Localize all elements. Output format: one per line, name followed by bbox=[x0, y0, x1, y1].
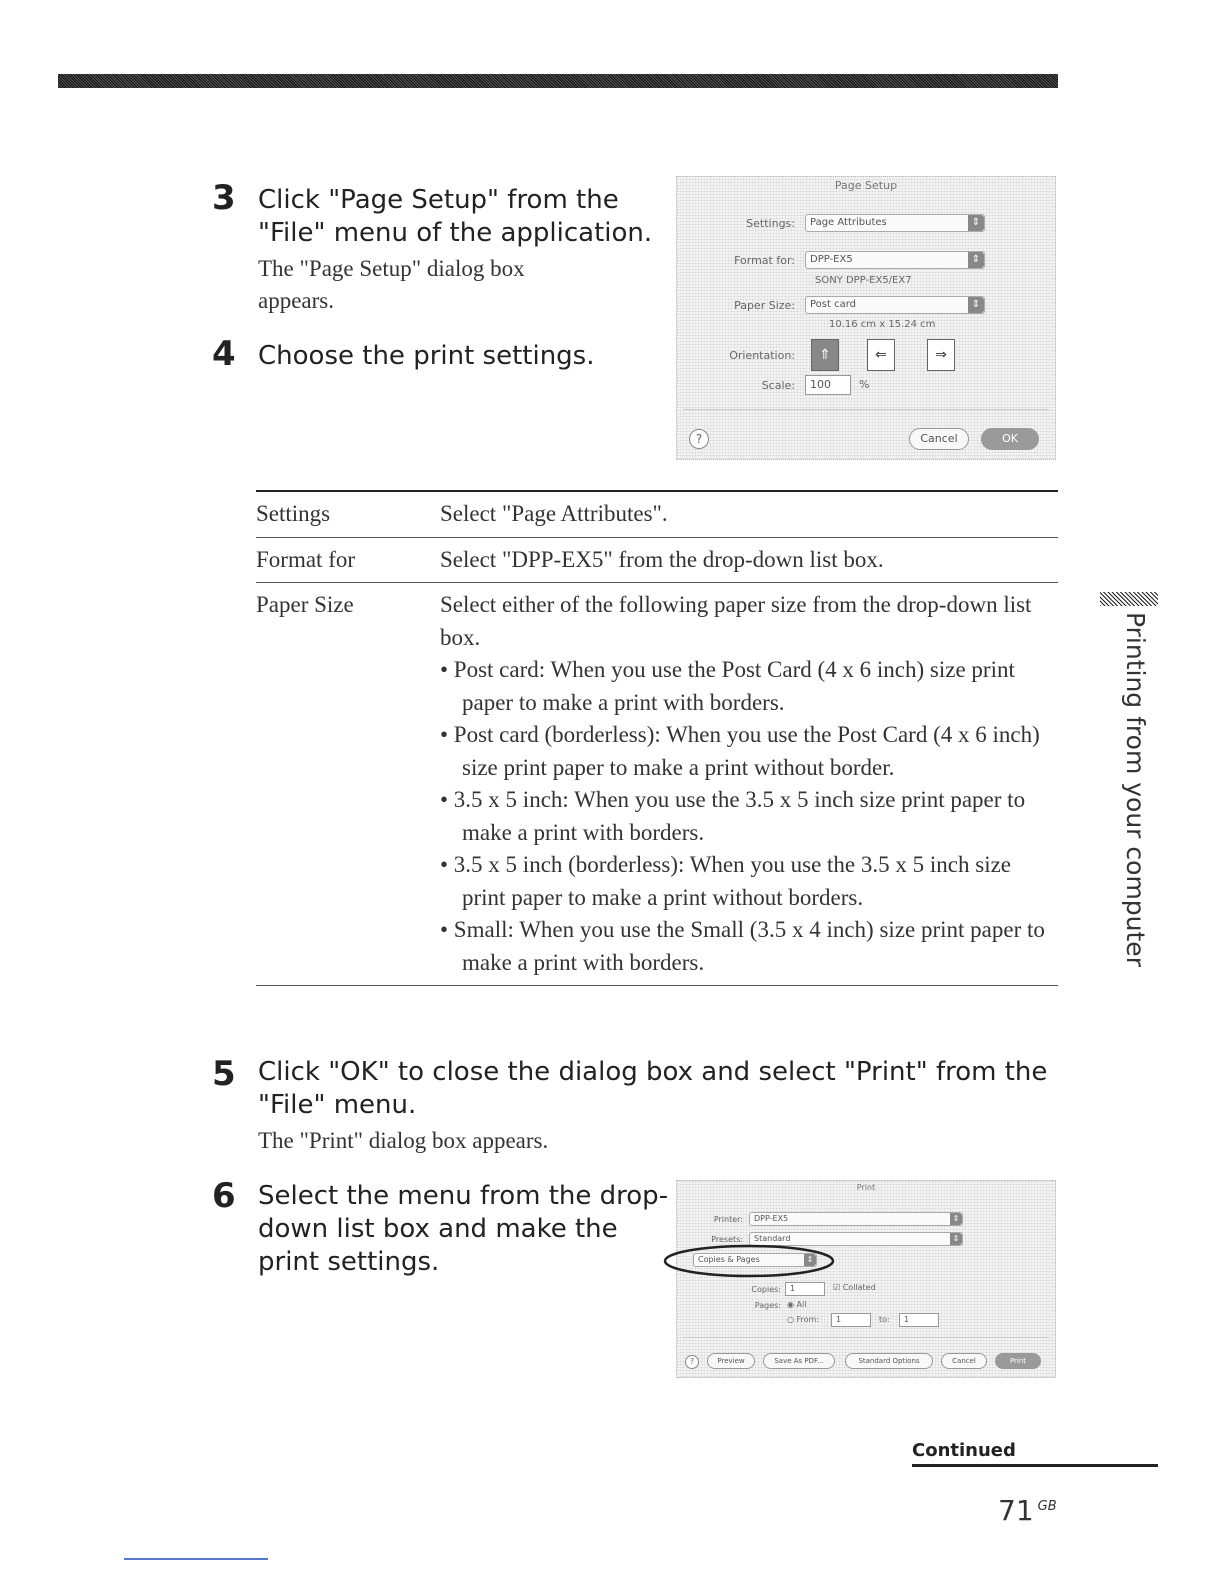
page-suffix: GB bbox=[1037, 1498, 1057, 1514]
top-decorative-bar bbox=[58, 74, 1058, 88]
paper-size-intro: Select either of the following paper size from the drop-down list box. bbox=[440, 592, 1032, 650]
presets-label: Presets: bbox=[711, 1235, 743, 1244]
format-for-label: Format for: bbox=[734, 254, 795, 267]
page-setup-dialog-title: Page Setup bbox=[834, 179, 898, 192]
table-cell-description: Select "DPP-EX5" from the drop-down list box. bbox=[440, 546, 884, 572]
step-6-number: 6 bbox=[212, 1176, 236, 1216]
help-icon[interactable]: ? bbox=[689, 429, 709, 449]
chevron-down-icon: ⇕ bbox=[950, 1213, 962, 1225]
list-item: • 3.5 x 5 inch: When you use the 3.5 x 5 inch size print paper to make a print with borders. bbox=[440, 787, 1026, 845]
chevron-down-icon: ⇕ bbox=[968, 215, 984, 231]
copies-input[interactable]: 1 bbox=[785, 1282, 825, 1296]
orientation-label: Orientation: bbox=[729, 349, 795, 362]
page-number-value: 71 bbox=[998, 1494, 1034, 1527]
step-6-title: Select the menu from the drop- down list box and make the print settings. bbox=[258, 1181, 669, 1277]
table-cell-setting: Settings bbox=[256, 501, 331, 526]
collated-label: Collated bbox=[842, 1283, 876, 1292]
list-item: • Post card: When you use the Post Card (4 x 6 inch) size print paper to make a print with borders. bbox=[440, 657, 1015, 715]
page-number bbox=[998, 1494, 1057, 1527]
paper-size-label: Paper Size: bbox=[734, 299, 795, 312]
pages-all-radio[interactable]: ◉ All bbox=[787, 1300, 807, 1309]
chevron-down-icon: ⇕ bbox=[968, 252, 984, 268]
orientation-landscape-button[interactable]: ⇐ bbox=[867, 339, 895, 371]
step-4-number: 4 bbox=[212, 334, 236, 374]
dialog-divider bbox=[683, 1337, 1049, 1338]
menu-select-value: Copies & Pages bbox=[698, 1255, 760, 1264]
chevron-down-icon: ⇕ bbox=[804, 1254, 816, 1266]
settings-select-value: Page Attributes bbox=[810, 217, 887, 228]
format-for-subtext: SONY DPP-EX5/EX7 bbox=[815, 275, 912, 286]
side-tab-marker bbox=[1100, 592, 1158, 606]
step-5-title: Click "OK" to close the dialog box and select "Print" from the "File" menu. bbox=[258, 1057, 1048, 1120]
cancel-button[interactable]: Cancel bbox=[909, 428, 969, 450]
step-3-title: Click "Page Setup" from the "File" menu of the application. bbox=[258, 185, 653, 248]
scale-unit: % bbox=[859, 378, 870, 391]
cancel-button[interactable]: Cancel bbox=[941, 1353, 987, 1369]
page-setup-dialog bbox=[676, 176, 1056, 460]
table-row bbox=[256, 490, 1058, 537]
print-dialog-title: Print bbox=[856, 1183, 876, 1192]
dialog-divider bbox=[683, 409, 1049, 410]
table-bottom-rule bbox=[256, 985, 1058, 986]
format-for-select-value: DPP-EX5 bbox=[810, 254, 853, 265]
orientation-reverse-landscape-button[interactable]: ⇒ bbox=[927, 339, 955, 371]
settings-select[interactable] bbox=[805, 214, 985, 232]
table-cell-setting: Paper Size bbox=[256, 592, 354, 617]
list-item: • Post card (borderless): When you use the Post Card (4 x 6 inch) size print paper to make a print without border. bbox=[440, 722, 1040, 780]
ok-button[interactable]: OK bbox=[981, 428, 1039, 450]
continued-label: Continued bbox=[912, 1440, 1016, 1461]
table-cell-setting: Format for bbox=[256, 546, 356, 572]
print-dialog bbox=[676, 1180, 1056, 1378]
print-button[interactable]: Print bbox=[995, 1353, 1041, 1369]
printer-select-value: DPP-EX5 bbox=[754, 1214, 789, 1223]
continued-rule bbox=[912, 1464, 1158, 1467]
scale-label: Scale: bbox=[761, 379, 795, 392]
chevron-down-icon: ⇕ bbox=[968, 297, 984, 313]
to-label: to: bbox=[879, 1315, 890, 1324]
step-5-body: The "Print" dialog box appears. bbox=[258, 1128, 549, 1153]
collated-checkbox[interactable]: ☑ Collated bbox=[833, 1283, 876, 1292]
table-row bbox=[256, 537, 1058, 583]
table-row bbox=[256, 582, 1058, 985]
highlight-ellipse bbox=[663, 1243, 839, 1279]
chevron-down-icon: ⇕ bbox=[950, 1233, 962, 1245]
paper-size-select-value: Post card bbox=[810, 299, 857, 310]
table-cell-description: Select "Page Attributes". bbox=[440, 501, 668, 526]
presets-select-value: Standard bbox=[754, 1234, 791, 1243]
step-4-title: Choose the print settings. bbox=[258, 341, 595, 371]
settings-label: Settings: bbox=[746, 217, 795, 230]
copies-label: Copies: bbox=[751, 1285, 781, 1294]
standard-options-button[interactable]: Standard Options bbox=[845, 1353, 933, 1369]
pages-range-radio[interactable]: ○ From: bbox=[787, 1315, 820, 1324]
step-5-number: 5 bbox=[212, 1054, 236, 1094]
help-icon[interactable]: ? bbox=[685, 1355, 699, 1369]
to-input[interactable]: 1 bbox=[899, 1313, 939, 1327]
pages-all-label: All bbox=[796, 1300, 807, 1309]
table-cell-description bbox=[440, 583, 1058, 985]
bottom-link-line bbox=[124, 1558, 268, 1560]
step-3-body: The "Page Setup" dialog box appears. bbox=[258, 256, 525, 313]
settings-table bbox=[256, 490, 1058, 986]
format-for-select[interactable] bbox=[805, 251, 985, 269]
printer-label: Printer: bbox=[713, 1215, 743, 1224]
preview-button[interactable]: Preview bbox=[707, 1353, 755, 1369]
paper-size-select[interactable] bbox=[805, 296, 985, 314]
printer-select[interactable] bbox=[749, 1212, 963, 1226]
list-item: • Small: When you use the Small (3.5 x 4 inch) size print paper to make a print with borders. bbox=[440, 917, 1045, 975]
from-input[interactable]: 1 bbox=[831, 1313, 871, 1327]
orientation-portrait-button[interactable]: ⇑ bbox=[811, 339, 839, 371]
save-as-pdf-button[interactable]: Save As PDF... bbox=[763, 1353, 835, 1369]
list-item: • 3.5 x 5 inch (borderless): When you use the 3.5 x 5 inch size print paper to make a print without borders. bbox=[440, 852, 1012, 910]
from-label: From: bbox=[796, 1315, 820, 1324]
paper-size-subtext: 10.16 cm x 15.24 cm bbox=[829, 319, 936, 330]
scale-input[interactable]: 100 bbox=[805, 375, 851, 395]
step-3-number: 3 bbox=[212, 178, 236, 218]
side-tab-label: Printing from your computer bbox=[1121, 612, 1150, 967]
pages-label: Pages: bbox=[754, 1301, 781, 1310]
